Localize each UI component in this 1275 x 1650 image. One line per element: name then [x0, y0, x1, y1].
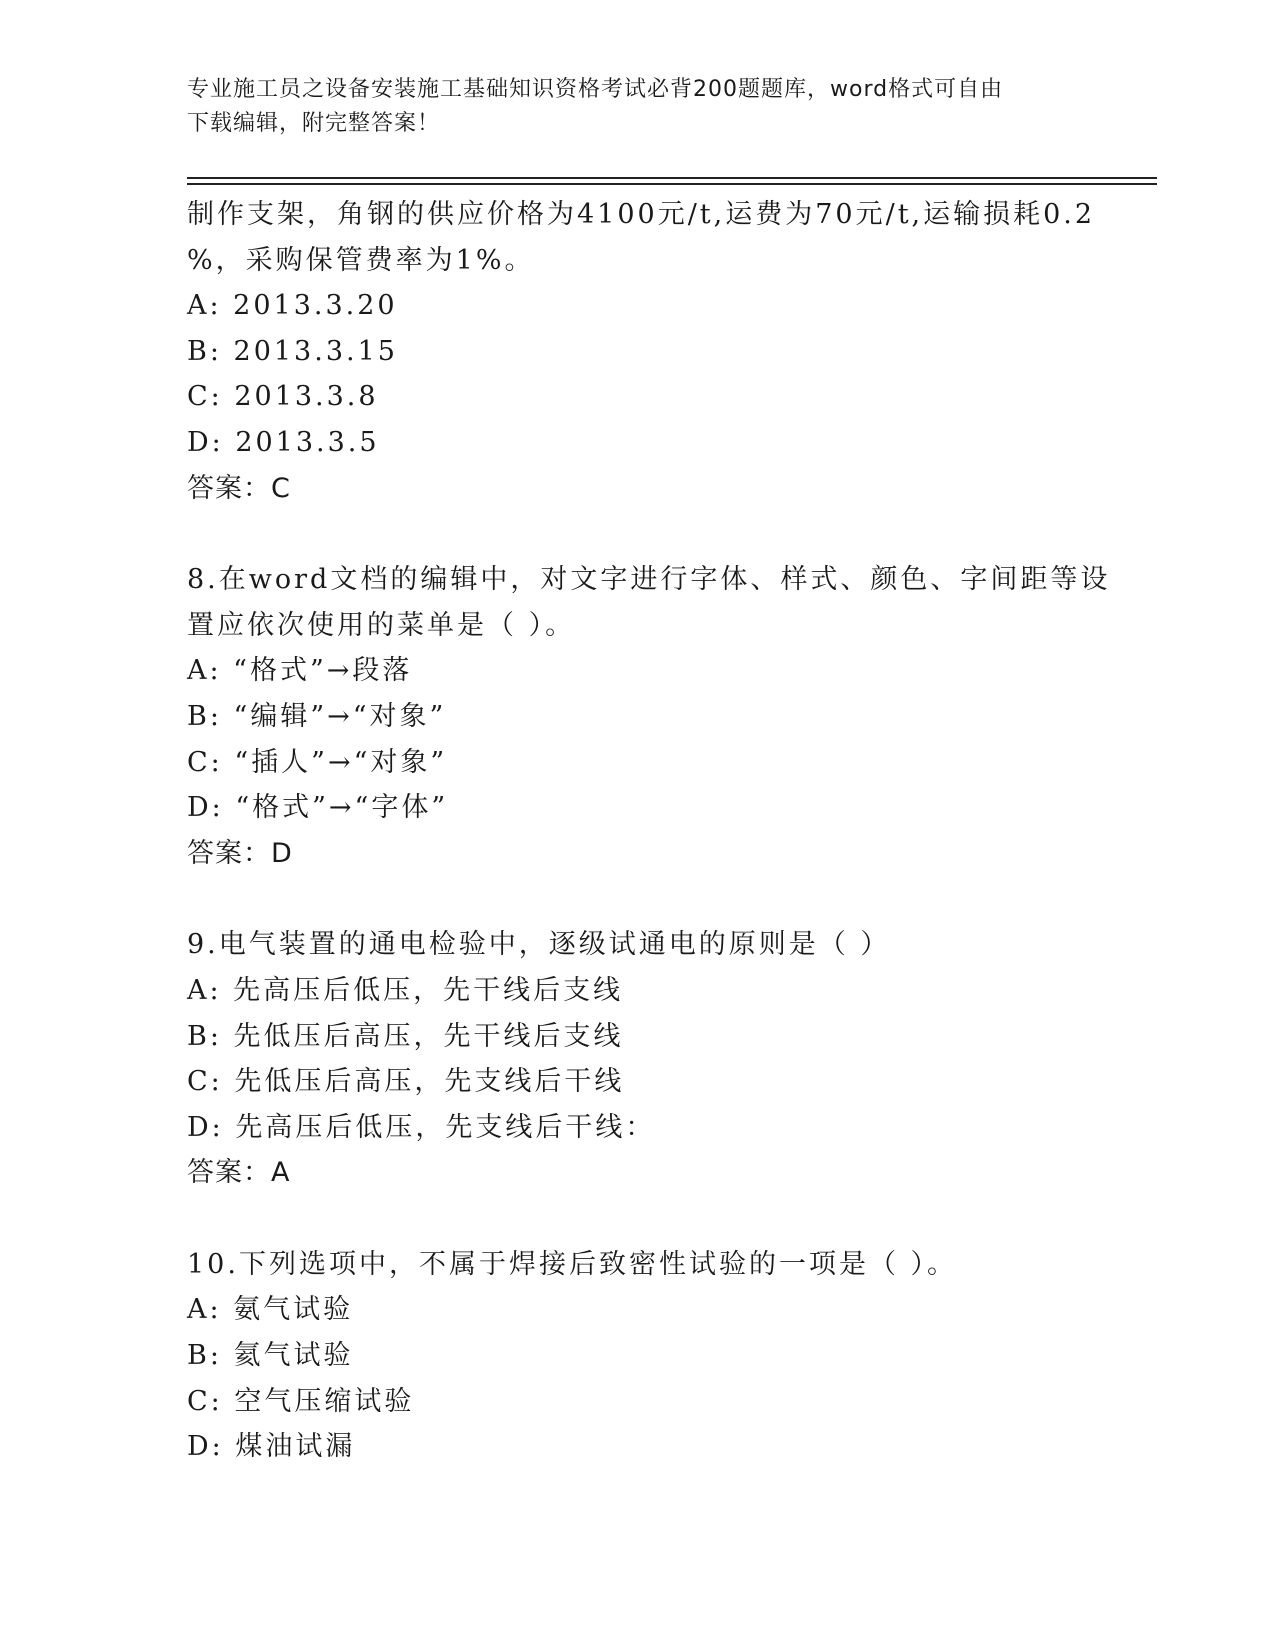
question-8	[187, 557, 1111, 876]
option-a: A: 2013.3.20	[187, 290, 398, 322]
option-d: D: “格式”→“字体”	[187, 792, 449, 824]
question-9	[187, 922, 1087, 1196]
header-line-1: 专业施工员之设备安装施工基础知识资格考试必背200题题库，word格式可自由	[187, 77, 1004, 102]
option-c: C: 空气压缩试验	[187, 1385, 415, 1417]
spacer	[187, 876, 1087, 922]
option-d: D: 先高压后低压，先支线后干线：	[187, 1111, 656, 1143]
question-stem-line: 9.电气装置的通电检验中，逐级试通电的原则是（ ）	[187, 929, 891, 961]
answer-text: 答案：A	[187, 1157, 291, 1189]
question-stem-line: %，采购保管费率为1%。	[187, 244, 535, 276]
option-b: B: 氦气试验	[187, 1340, 354, 1372]
question-list	[187, 192, 1111, 1470]
option-c: C: 先低压后高压，先支线后干线	[187, 1066, 625, 1098]
question-stem-line: 8.在word文档的编辑中，对文字进行字体、样式、颜色、字间距等设	[187, 564, 1111, 596]
option-b: B: “编辑”→“对象”	[187, 700, 447, 732]
option-a: A: 先高压后低压，先干线后支线	[187, 974, 624, 1006]
option-d: D: 煤油试漏	[187, 1431, 356, 1463]
option-b: B: 2013.3.15	[187, 335, 398, 367]
question-7	[187, 192, 1096, 511]
header-line-2: 下载编辑，附完整答案！	[187, 111, 441, 136]
answer-text: 答案：C	[187, 472, 291, 504]
question-stem-line: 制作支架，角钢的供应价格为4100元/t,运费为70元/t,运输损耗0.2	[187, 199, 1096, 230]
option-b: B: 先低压后高压，先干线后支线	[187, 1020, 624, 1052]
document-header	[187, 73, 1067, 141]
question-stem-line: 10.下列选项中，不属于焊接后致密性试验的一项是（ ）。	[187, 1248, 958, 1280]
question-stem-line: 置应依次使用的菜单是（ ）。	[187, 609, 576, 641]
option-d: D: 2013.3.5	[187, 426, 380, 458]
answer-text: 答案：D	[187, 837, 293, 869]
option-c: C: “插人”→“对象”	[187, 746, 448, 778]
header-divider-bottom	[187, 183, 1157, 185]
option-c: C: 2013.3.8	[187, 381, 379, 413]
spacer	[187, 511, 1087, 557]
spacer	[187, 1196, 1087, 1242]
option-a: A: 氨气试验	[187, 1294, 354, 1326]
header-divider-top	[187, 177, 1157, 179]
question-10	[187, 1242, 1087, 1470]
option-a: A: “格式”→段落	[187, 655, 413, 687]
